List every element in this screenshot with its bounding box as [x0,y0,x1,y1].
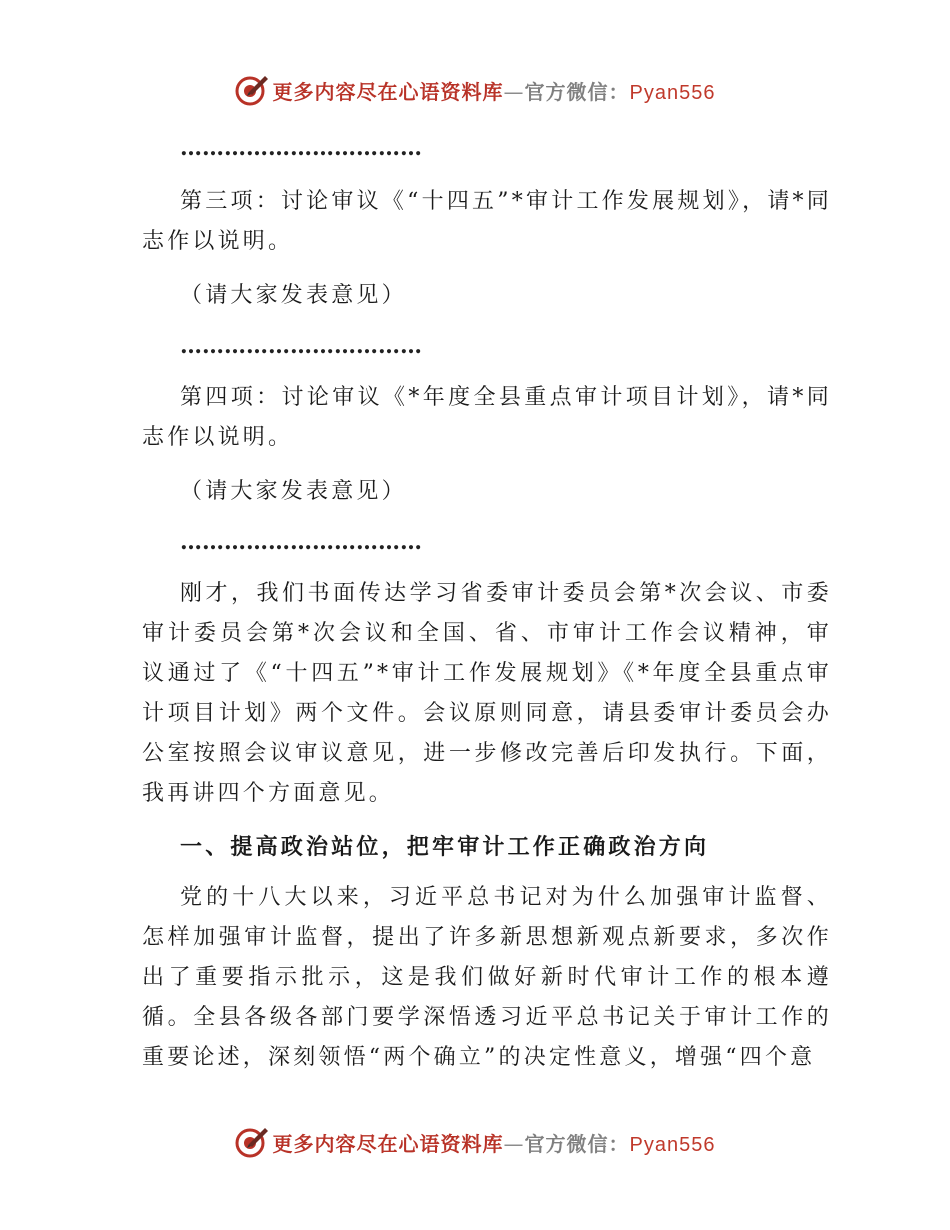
header-wechat-label: 官方微信： [524,79,630,104]
section-1-paragraph: 党的十八大以来，习近平总书记对为什么加强审计监督、怎样加强审计监督，提出了许多新思想新观点新要求，多次作出了重要指示批示，这是我们做好新时代审计工作的根本遵循。全县各级各部门要学深悟透习近平总书记关于审计工作的重要论述，深刻领悟“两个确立”的决定性意义，增强“四个意 [142,885,832,1070]
ellipsis-line: …………………………… [180,135,422,161]
agenda-item-4: 第四项：讨论审议《*年度全县重点审计项目计划》，请*同志作以说明。 [142,385,832,450]
agenda-item-3: 第三项：讨论审议《“十四五”*审计工作发展规划》，请*同志作以说明。 [142,189,832,254]
footer-banner [0,1122,950,1162]
summary-paragraph: 刚才，我们书面传达学习省委审计委员会第*次会议、市委审计委员会第*次会议和全国、省、市审计工作会议精神，审议通过了《“十四五”*审计工作发展规划》《*年度全县重点审计项目计划》两个文件。会议原则同意，请县委审计委员会办公室按照会议审议意见，进一步修改完善后印发执行。下面，我再讲四个方面意见。 [142,581,832,806]
footer-dash: — [503,1131,525,1156]
ellipsis-line: …………………………… [180,529,422,555]
footer-text [273,1128,716,1157]
footer-wechat-label: 官方微信： [524,1131,630,1156]
agenda-note-4: （请大家发表意见） [180,479,407,504]
footer-main-text: 更多内容尽在心语资料库 [272,1131,504,1156]
header-dash: — [503,79,525,104]
agenda-note-3: （请大家发表意见） [180,283,407,308]
pen-logo-icon [235,73,269,107]
header-banner [0,70,950,110]
header-wechat-id: Pyan556 [629,81,716,104]
section-heading-1: 一、提高政治站位，把牢审计工作正确政治方向 [180,835,710,860]
footer-wechat-id: Pyan556 [629,1133,716,1156]
ellipsis-line: …………………………… [180,333,422,359]
pen-logo-icon [235,1125,269,1159]
header-text [273,76,716,105]
header-main-text: 更多内容尽在心语资料库 [272,79,504,104]
